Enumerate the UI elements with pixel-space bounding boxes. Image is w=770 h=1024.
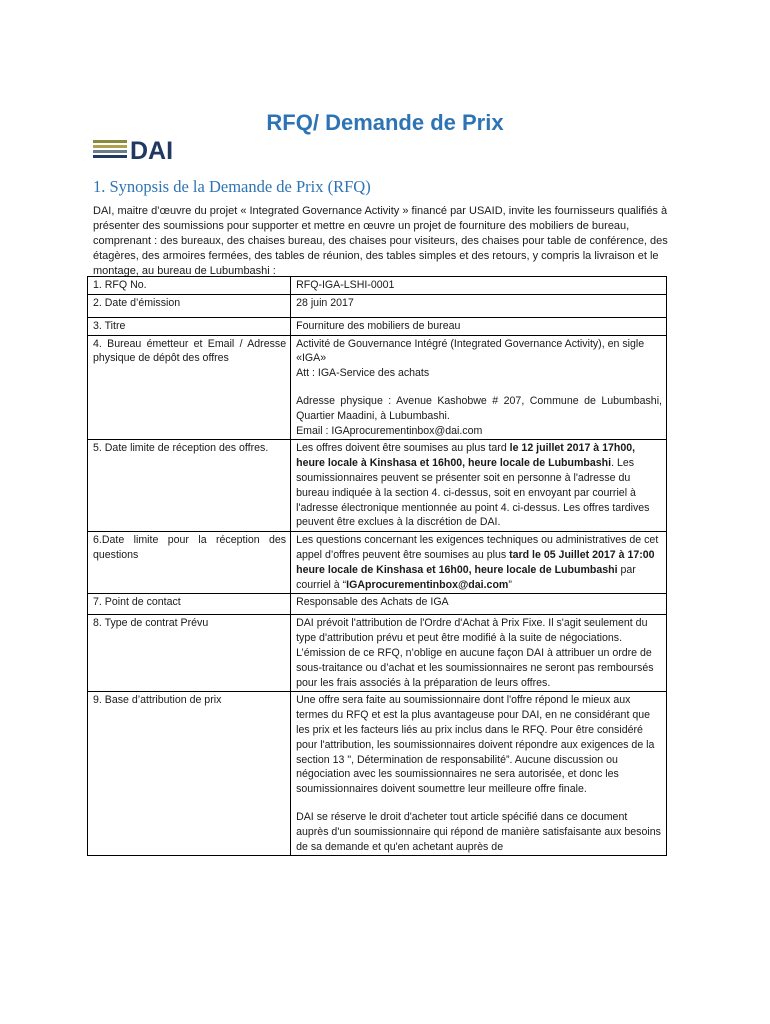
row-value: 28 juin 2017 bbox=[291, 294, 667, 317]
row-label: 4. Bureau émetteur et Email / Adresse physique de dépôt des offres bbox=[88, 335, 291, 440]
table-row bbox=[88, 317, 667, 335]
section-heading: 1. Synopsis de la Demande de Prix (RFQ) bbox=[93, 177, 371, 196]
issuer-name: Activité de Gouvernance Intégré (Integrated Governance Activity), en sigle «IGA» bbox=[296, 337, 645, 365]
row-label: 1. RFQ No. bbox=[88, 277, 291, 295]
table-row bbox=[88, 594, 667, 615]
row-value: DAI prévoit l'attribution de l'Ordre d'Achat à Prix Fixe. Il s'agit seulement du type d'attribution prévu et peut être modifié à la suite de négociations. L’émission de ce RFQ, n’oblige en aucune façon DAI à attribuer un ordre de sous-traitance ou d’achat et les soumissionnaires ne seront pas remboursés pour les frais associés à la préparation de leurs offres. bbox=[291, 615, 667, 692]
table-row bbox=[88, 440, 667, 532]
row-label: 3. Titre bbox=[88, 317, 291, 335]
svg-text:DAI: DAI bbox=[130, 137, 174, 161]
table-row bbox=[88, 532, 667, 594]
rfq-synopsis-table bbox=[87, 276, 667, 856]
physical-address: Adresse physique : Avenue Kashobwe # 207, Commune de Lubumbashi, Quartier Maadini, à Lubumbashi. bbox=[296, 394, 662, 422]
row-value: Les questions concernant les exigences techniques ou administratives de cet appel d’offres peuvent être soumises au plus tard le 05 Juillet 2017 à 17:00 heure locale de Kinshasa et 16h00, heure locale de Lubumbashi par courriel à “IGAprocurementinbox@dai.com” bbox=[291, 532, 667, 594]
intro-paragraph: DAI, maitre d’œuvre du projet « Integrated Governance Activity » financé par USAID, invite les fournisseurs qualifiés à présenter des soumissions pour supporter et mettre en œuvre un projet de fourniture des mobiliers de bureau, comprenant : des bureaux, des chaises bureau, des chaises pour visiteurs, des chaises pour table de conférence, des étagères, des armoires fermées, des tables de réunion, des tables simples et des retours, y compris la livraison et le montage, au bureau de Lubumbashi : bbox=[93, 205, 668, 277]
row-label: 6.Date limite pour la réception des questions bbox=[88, 532, 291, 594]
table-row bbox=[88, 335, 667, 440]
row-value: Une offre sera faite au soumissionnaire dont l'offre répond le mieux aux termes du RFQ et est la plus avantageuse pour DAI, en ne considérant que les prix et les facteurs liés au prix inclus dans le RFQ. Pour être considéré pour l'attribution, les soumissionnaires doivent répondre aux exigences de la section 13 ", Détermination de responsabilité”. Aucune discussion ou négociation avec les soumissionnaires ne sera autorisée, et donc les soumissionnaires doivent soumettre leur meilleure offre finale. DAI se réserve le droit d'acheter tout article spécifié dans ce document auprès d'un soumissionnaire qui répond de manière satisfaisante aux besoins de sa demande et qu'en achetant auprès de bbox=[291, 692, 667, 856]
row-value: Les offres doivent être soumises au plus tard le 12 juillet 2017 à 17h00, heure locale à Kinshasa et 16h00, heure locale de Lubumbashi. Les soumissionnaires peuvent se présenter soit en personne à l'adresse du bureau indiquée à la section 4. ci-dessus, soit en envoyant par courriel à l'adresse électronique mentionnée au point 4. ci-dessus. Les offres tardives peuvent être exclues à la discrétion de DAI. bbox=[291, 440, 667, 532]
dai-logo bbox=[93, 137, 189, 161]
row-label: 5. Date limite de réception des offres. bbox=[88, 440, 291, 532]
row-label: 2. Date d’émission bbox=[88, 294, 291, 317]
issuer-attention: Att : IGA-Service des achats bbox=[296, 367, 430, 380]
row-label: 7. Point de contact bbox=[88, 594, 291, 615]
issuer-email: Email : IGAprocurementinbox@dai.com bbox=[296, 424, 483, 437]
row-label: 9. Base d’attribution de prix bbox=[88, 692, 291, 856]
row-value bbox=[291, 335, 667, 440]
row-value: Responsable des Achats de IGA bbox=[291, 594, 667, 615]
table-row bbox=[88, 692, 667, 856]
table-row bbox=[88, 277, 667, 295]
row-value: RFQ-IGA-LSHI-0001 bbox=[291, 277, 667, 295]
row-value: Fourniture des mobiliers de bureau bbox=[291, 317, 667, 335]
table-row bbox=[88, 294, 667, 317]
row-label: 8. Type de contrat Prévu bbox=[88, 615, 291, 692]
document-title: RFQ/ Demande de Prix bbox=[266, 110, 504, 135]
table-row bbox=[88, 615, 667, 692]
